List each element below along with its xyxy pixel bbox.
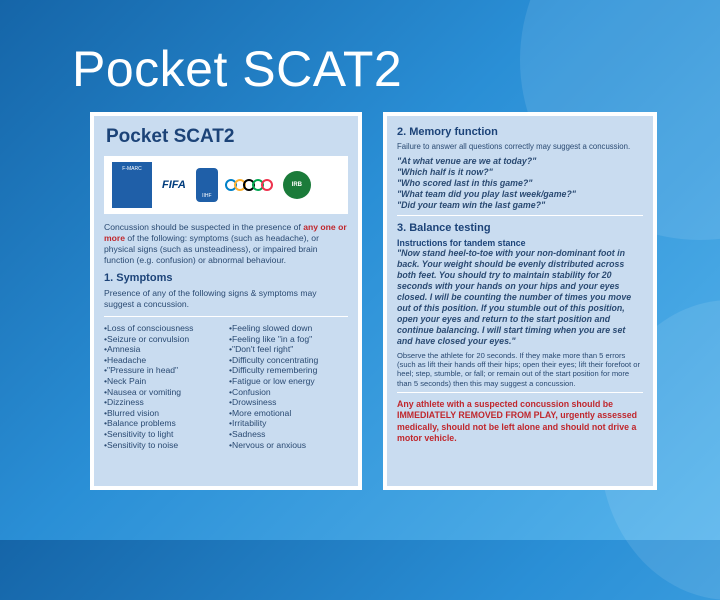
memory-heading: 2. Memory function	[397, 126, 498, 138]
symptom-item: • Feeling like "in a fog"	[229, 334, 348, 345]
symptom-item: • Fatigue or low energy	[229, 376, 348, 387]
symptom-item: • Loss of consciousness	[104, 323, 223, 334]
symptom-item: • Amnesia	[104, 344, 223, 355]
intro-text-2: of the following: symptoms (such as headache), or physical signs (such as unsteadiness), or impaired brain function (e.g. confusion) or abnormal behaviour.	[104, 233, 319, 265]
symptom-item: • Headache	[104, 355, 223, 366]
symptom-item: • Neck Pain	[104, 376, 223, 387]
concussion-intro	[104, 222, 348, 266]
symptom-column-1	[104, 323, 223, 450]
symptoms-heading: 1. Symptoms	[104, 272, 173, 284]
left-card	[90, 112, 362, 490]
fmarc-logo: F-MARC	[112, 162, 152, 208]
balance-observe: Observe the athlete for 20 seconds. If they make more than 5 errors (such as lift their hands off their hips; open their eyes; lift their forefoot or heel; step, stumble, or fall; or remain out of the start position for more than 5 seconds) then this may suggest a concussion.	[397, 350, 640, 388]
iihf-logo: IIHF	[196, 168, 218, 202]
logo-strip	[104, 156, 348, 214]
symptom-column-2	[229, 323, 348, 450]
symptom-item: • More emotional	[229, 408, 348, 419]
divider	[104, 316, 348, 317]
memory-question: "What team did you play last week/game?"	[397, 188, 576, 199]
symptom-list	[104, 323, 348, 450]
right-card	[383, 112, 657, 490]
symptom-item: • Balance problems	[104, 418, 223, 429]
balance-heading: 3. Balance testing	[397, 221, 491, 234]
symptom-item: • Nausea or vomiting	[104, 387, 223, 398]
symptom-item: • "Don't feel right"	[229, 344, 348, 355]
card-heading: Pocket SCAT2	[106, 126, 235, 147]
memory-question: "Did your team win the last game?"	[397, 199, 546, 210]
symptom-item: • Difficulty concentrating	[229, 355, 348, 366]
memory-question: "Who scored last in this game?"	[397, 177, 533, 188]
symptom-item: • Drowsiness	[229, 397, 348, 408]
symptom-item: • Sensitivity to noise	[104, 440, 223, 451]
symptom-item: • Feeling slowed down	[229, 323, 348, 334]
symptom-item: • Seizure or convulsion	[104, 334, 223, 345]
divider	[397, 215, 643, 216]
memory-question: "Which half is it now?"	[397, 166, 493, 177]
balance-subheading: Instructions for tandem stance	[397, 237, 526, 248]
symptom-item: • Sensitivity to light	[104, 429, 223, 440]
symptom-item: • Dizziness	[104, 397, 223, 408]
olympic-rings-logo	[228, 179, 273, 191]
symptom-item: • Sadness	[229, 429, 348, 440]
divider	[397, 392, 643, 393]
symptom-item: • Difficulty remembering	[229, 365, 348, 376]
irb-logo: IRB	[283, 171, 311, 199]
symptom-item: • "Pressure in head"	[104, 365, 223, 376]
symptom-item: • Nervous or anxious	[229, 440, 348, 451]
intro-text-1: Concussion should be suspected in the presence of	[104, 222, 304, 232]
memory-question: "At what venue are we at today?"	[397, 155, 537, 166]
symptoms-intro: Presence of any of the following signs & symptoms may suggest a concussion.	[104, 288, 317, 309]
symptom-item: • Blurred vision	[104, 408, 223, 419]
removal-warning: Any athlete with a suspected concussion should be IMMEDIATELY REMOVED FROM PLAY, urgently assessed medically, should not be left alone and should not drive a motor vehicle.	[397, 399, 638, 443]
slide-title: Pocket SCAT2	[72, 41, 403, 97]
intro-highlight: any one or more	[104, 222, 347, 243]
symptom-item: • Confusion	[229, 387, 348, 398]
memory-intro: Failure to answer all questions correctly may suggest a concussion.	[397, 142, 631, 151]
fifa-logo: FIFA	[162, 179, 186, 191]
balance-instructions: "Now stand heel-to-toe with your non-dominant foot in back. Your weight should be evenly distributed across both feet. You should try to maintain stability for 20 seconds with your hands on your hips and your eyes closed. I will be counting the number of times you move out of this position. If you stumble out of this position, open your eyes and return to the start position and continue balancing. I will start timing when you are set and have closed your eyes."	[397, 247, 632, 346]
symptom-item: • Irritability	[229, 418, 348, 429]
